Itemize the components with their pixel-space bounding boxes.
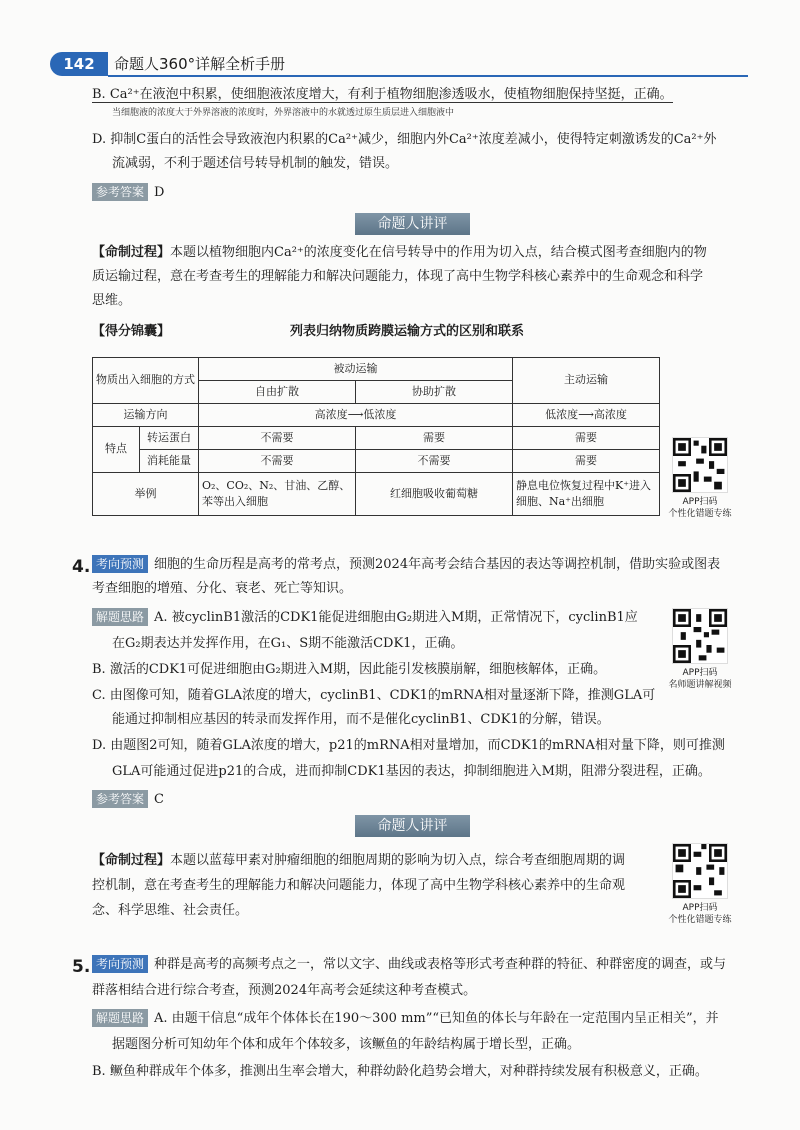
th-active: 主动运输 [513, 358, 660, 404]
comment1-line2: 质运输过程，意在考查考生的理解能力和解决问题能力，体现了高中生物学科核心素养中的生命观念和科学 [92, 269, 704, 284]
q5-stem-line1: 考向预测 种群是高考的高频考点之一，常以文字、曲线或表格等形式考查种群的特征、种群密度的调查，或与 [92, 955, 726, 975]
qr-caption-3: APP扫码 个性化错题专练 [668, 903, 732, 925]
qr-code-1[interactable] [672, 437, 728, 493]
cell-carrier-active: 需要 [513, 427, 660, 450]
q4-stem-line1: 考向预测 细胞的生命历程是高考的常考点，预测2024年高考会结合基因的表达等调控机制，借助实验或图表 [92, 555, 720, 575]
row-features-label: 特点 [93, 427, 140, 473]
table-title: 列表归纳物质跨膜运输方式的区别和联系 [290, 324, 525, 339]
row-energy-label: 消耗能量 [140, 450, 199, 473]
comment2-line3: 念、科学思维、社会责任。 [92, 903, 249, 918]
q4-c-line1: C. 由图像可知，随着GLA浓度的增大，cyclinB1、CDK1的mRNA相对量逐渐下降，推测GLA可 [92, 688, 656, 703]
cell-example-free: O₂、CO₂、N₂、甘油、乙醇、苯等出入细胞 [199, 473, 356, 516]
q4-b-line: B. 激活的CDK1可促进细胞由G₂期进入M期，因此能引发核膜崩解，细胞核解体，正确。 [92, 662, 607, 677]
qr-code-3[interactable] [672, 843, 728, 899]
row-direction-label: 运输方向 [93, 404, 199, 427]
comment2-line1: 【命制过程】本题以蓝莓甲素对肿瘤细胞的细胞周期的影响为切入点，综合考查细胞周期的调 [92, 853, 626, 868]
q4-a-line2: 在G₂期表达并发挥作用，在G₁、S期不能激活CDK1，正确。 [112, 636, 464, 651]
qr-icon [673, 844, 727, 898]
option-b-line: B. Ca²⁺在液泡中积累，使细胞液浓度增大，有利于植物细胞渗透吸水，使植物细胞保持坚挺，正确。 [92, 87, 673, 102]
option-d-line1: D. 抑制C蛋白的活性会导致液泡内积累的Ca²⁺减少，细胞内外Ca²⁺浓度差减小，使得特定刺激诱发的Ca²⁺外 [92, 132, 717, 147]
comment-banner-1: 命题人讲评 [355, 213, 470, 235]
answer-tag: 参考答案 [92, 790, 148, 808]
comment1-line3: 思维。 [92, 293, 132, 308]
book-title: 命题人360°详解全析手册 [114, 55, 286, 73]
header-divider [108, 75, 748, 77]
cell-direction-passive: 高浓度⟶低浓度 [199, 404, 513, 427]
cell-carrier-facil: 需要 [356, 427, 513, 450]
cell-example-active: 静息电位恢复过程中K⁺进入细胞、Na⁺出细胞 [513, 473, 660, 516]
th-passive: 被动运输 [199, 358, 513, 381]
cell-direction-active: 低浓度⟶高浓度 [513, 404, 660, 427]
q5-stem-line2: 群落相结合进行综合考查，预测2024年高考会延续这种考查模式。 [92, 983, 477, 998]
q4-number: 4. [72, 557, 91, 577]
q5-number: 5. [72, 957, 91, 977]
page-header [0, 0, 800, 80]
score-tip-label: 【得分锦囊】 [92, 324, 171, 339]
qr-icon [673, 438, 727, 492]
comment2-line2: 控机制，意在考查考生的理解能力和解决问题能力，体现了高中生物学科核心素养中的生命观 [92, 878, 626, 893]
row-carrier-label: 转运蛋白 [140, 427, 199, 450]
qr-caption-2: APP扫码 名师题讲解视频 [668, 668, 732, 690]
answer-row-2 [92, 790, 164, 810]
q5-a-line2: 据题图分析可知幼年个体和成年个体较多，该鳜鱼的年龄结构属于增长型，正确。 [112, 1037, 581, 1052]
qr-icon [673, 609, 727, 663]
q5-a-line1: 解题思路 A. 由题干信息“成年个体体长在190～300 mm”“已知鱼的体长与年龄在一定范围内呈正相关”，并 [92, 1009, 719, 1029]
cell-carrier-free: 不需要 [199, 427, 356, 450]
answer-value: D [154, 185, 165, 200]
page-number: 142 [50, 52, 108, 76]
th-facilitated-diffusion: 协助扩散 [356, 381, 513, 404]
q4-a-line1: 解题思路 A. 被cyclinB1激活的CDK1能促进细胞由G₂期进入M期，正常情况下，cyclinB1应 [92, 608, 638, 628]
cell-energy-facil: 不需要 [356, 450, 513, 473]
answer-value: C [154, 792, 164, 807]
option-d-line2: 流减弱，不利于题述信号转导机制的触发，错误。 [112, 156, 399, 171]
cell-energy-free: 不需要 [199, 450, 356, 473]
q4-stem-line2: 考查细胞的增殖、分化、衰老、死亡等知识。 [92, 581, 353, 596]
th-method: 物质出入细胞的方式 [93, 358, 199, 404]
answer-tag: 参考答案 [92, 183, 148, 201]
th-free-diffusion: 自由扩散 [199, 381, 356, 404]
transport-comparison-table [92, 357, 660, 516]
answer-row-1 [92, 183, 164, 203]
cell-example-facil: 红细胞吸收葡萄糖 [356, 473, 513, 516]
comment-banner-2: 命题人讲评 [355, 815, 470, 837]
qr-caption-1: APP扫码 个性化错题专练 [668, 497, 732, 519]
cell-energy-active: 需要 [513, 450, 660, 473]
q4-d-line1: D. 由题图2可知，随着GLA浓度的增大，p21的mRNA相对量增加，而CDK1的mRNA相对量下降，则可推测 [92, 738, 725, 753]
row-example-label: 举例 [93, 473, 199, 516]
option-b-note: 当细胞液的浓度大于外界溶液的浓度时，外界溶液中的水就透过原生质层进入细胞液中 [112, 108, 455, 118]
comment1-line1: 【命制过程】本题以植物细胞内Ca²⁺的浓度变化在信号转导中的作用为切入点，结合模式图考查细胞内的物 [92, 245, 707, 260]
q4-d-line2: GLA可能通过促进p21的合成，进而抑制CDK1基因的表达，抑制细胞进入M期，阻滞分裂进程，正确。 [112, 764, 711, 779]
q4-c-line2: 能通过抑制相应基因的转录而发挥作用，而不是催化cyclinB1、CDK1的分解，错误。 [112, 712, 610, 727]
qr-code-2[interactable] [672, 608, 728, 664]
q5-b-line: B. 鳜鱼种群成年个体多，推测出生率会增大，种群幼龄化趋势会增大，对种群持续发展有积极意义，正确。 [92, 1064, 708, 1079]
